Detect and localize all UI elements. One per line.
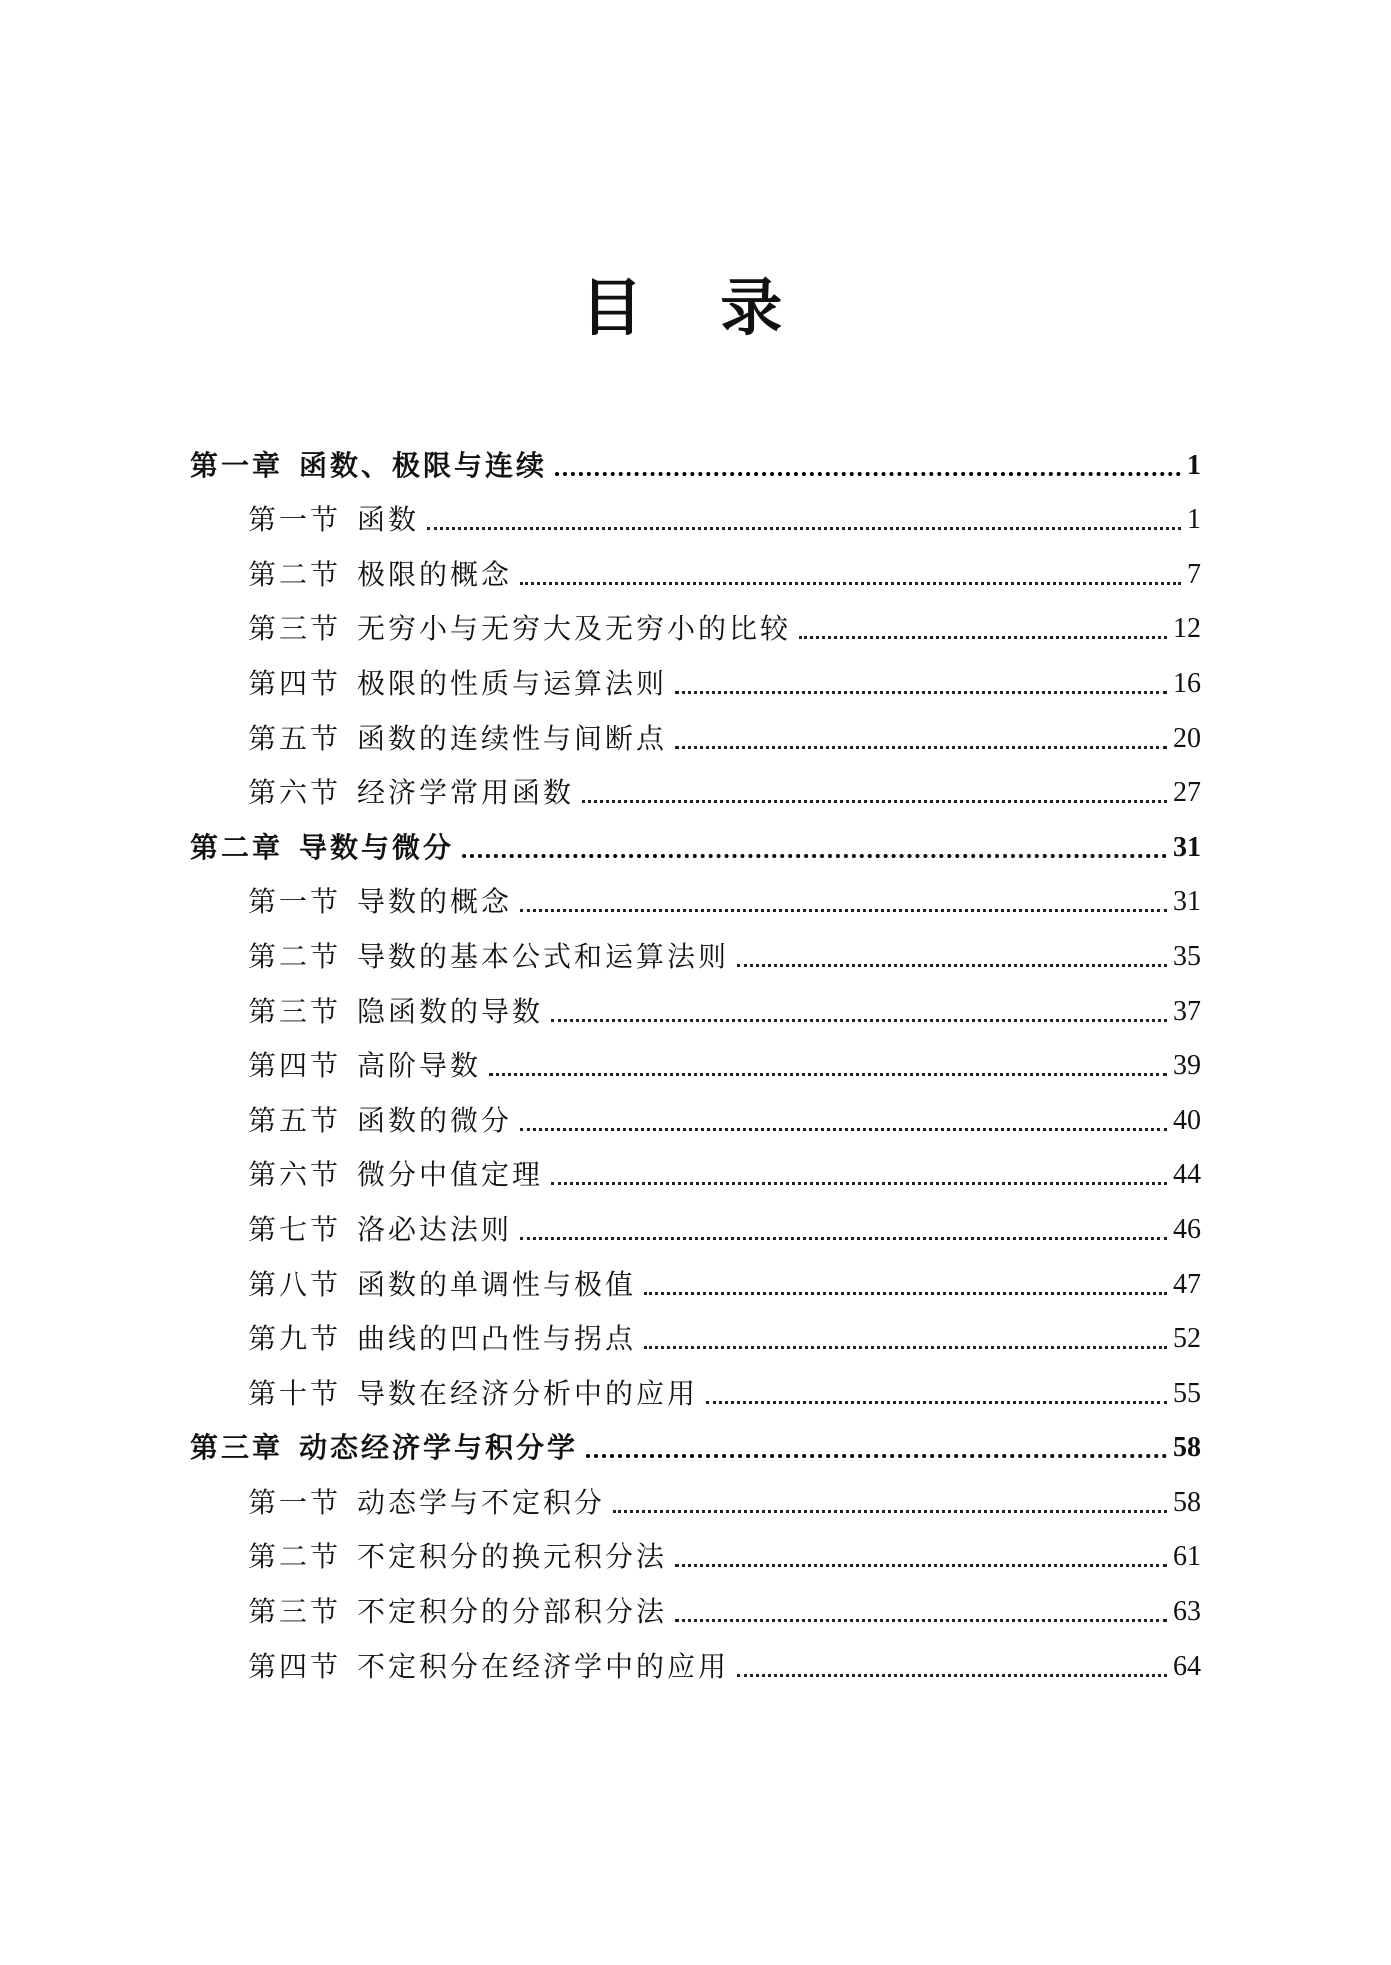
dot-leader xyxy=(799,636,1167,639)
toc-page-number: 46 xyxy=(1173,1213,1201,1245)
toc-entry-number: 第十节 xyxy=(248,1376,342,1410)
toc-entry-number: 第五节 xyxy=(248,721,342,755)
toc-section-entry[interactable] xyxy=(190,1252,1201,1307)
toc-entry-title: 函数的微分 xyxy=(357,1103,513,1137)
toc-entry-title: 导数在经济分析中的应用 xyxy=(357,1376,699,1410)
toc-section-entry[interactable] xyxy=(190,1579,1201,1634)
toc-section-entry[interactable] xyxy=(190,597,1201,652)
toc-entry-number: 第四节 xyxy=(248,1049,342,1083)
toc-section-entry[interactable] xyxy=(190,761,1201,816)
toc-entry-label xyxy=(248,882,512,922)
toc-entry-title: 曲线的凹凸性与拐点 xyxy=(357,1322,637,1356)
toc-entry-label xyxy=(248,773,574,813)
toc-entry-label xyxy=(248,937,729,977)
toc-entry-label xyxy=(248,1592,667,1632)
toc-section-entry[interactable] xyxy=(190,1361,1201,1416)
toc-entry-label xyxy=(248,1155,543,1195)
toc-page-number: 27 xyxy=(1173,777,1201,809)
toc-section-entry[interactable] xyxy=(190,542,1201,597)
toc-page-number: 20 xyxy=(1173,722,1201,754)
toc-section-entry[interactable] xyxy=(190,1525,1201,1580)
toc-page-number: 16 xyxy=(1173,667,1201,699)
toc-page-number: 12 xyxy=(1173,613,1201,645)
toc-entry-title: 动态学与不定积分 xyxy=(357,1485,606,1519)
dot-leader xyxy=(737,964,1167,967)
dot-leader xyxy=(462,854,1167,858)
toc-entry-label xyxy=(248,664,667,704)
toc-section-entry[interactable] xyxy=(190,1307,1201,1362)
toc-entry-title: 函数的单调性与极值 xyxy=(357,1267,637,1301)
dot-leader xyxy=(675,746,1167,749)
dot-leader xyxy=(675,691,1167,694)
toc-entry-title: 导数与微分 xyxy=(299,830,455,864)
dot-leader xyxy=(675,1564,1167,1567)
toc-page-number: 63 xyxy=(1173,1596,1201,1628)
toc-entry-label xyxy=(248,555,512,595)
toc-page-number: 7 xyxy=(1187,558,1201,590)
toc-section-entry[interactable] xyxy=(190,924,1201,979)
toc-page-number: 44 xyxy=(1173,1159,1201,1191)
toc-entry-label xyxy=(248,1210,512,1250)
toc-page-number: 1 xyxy=(1187,504,1201,536)
dot-leader xyxy=(551,1182,1167,1185)
toc-entry-title: 极限的性质与运算法则 xyxy=(357,666,668,700)
toc-section-entry[interactable] xyxy=(190,1034,1201,1089)
toc-entry-number: 第八节 xyxy=(248,1267,342,1301)
dot-leader xyxy=(427,527,1181,530)
toc-section-entry[interactable] xyxy=(190,1634,1201,1689)
toc-entry-title: 动态经济学与积分学 xyxy=(299,1431,579,1465)
toc-section-entry[interactable] xyxy=(190,1143,1201,1198)
toc-entry-label xyxy=(248,1537,667,1577)
toc-entry-label xyxy=(248,609,791,649)
dot-leader xyxy=(613,1510,1167,1513)
toc-entry-label xyxy=(248,1374,698,1414)
toc-page-number: 64 xyxy=(1173,1650,1201,1682)
toc-section-entry[interactable] xyxy=(190,870,1201,925)
dot-leader xyxy=(644,1346,1167,1349)
toc-entry-title: 不定积分的换元积分法 xyxy=(357,1540,668,1574)
toc-entry-title: 洛必达法则 xyxy=(357,1212,513,1246)
toc-entry-title: 微分中值定理 xyxy=(357,1158,544,1192)
toc-section-entry[interactable] xyxy=(190,979,1201,1034)
toc-entry-title: 隐函数的导数 xyxy=(357,994,544,1028)
toc-entry-title: 不定积分在经济学中的应用 xyxy=(357,1649,730,1683)
dot-leader xyxy=(675,1619,1167,1622)
toc-entry-label xyxy=(248,1647,729,1687)
toc-page-number: 58 xyxy=(1173,1432,1201,1464)
toc-page-number: 55 xyxy=(1173,1377,1201,1409)
toc-page-number: 31 xyxy=(1173,886,1201,918)
toc-entry-number: 第二章 xyxy=(190,830,284,864)
toc-entry-title: 函数的连续性与间断点 xyxy=(357,721,668,755)
toc-section-entry[interactable] xyxy=(190,1470,1201,1525)
toc-entry-number: 第四节 xyxy=(248,1649,342,1683)
toc-section-entry[interactable] xyxy=(190,706,1201,761)
toc-entry-number: 第三节 xyxy=(248,994,342,1028)
toc-page-number: 39 xyxy=(1173,1050,1201,1082)
toc-entry-number: 第二节 xyxy=(248,1540,342,1574)
toc-entry-title: 极限的概念 xyxy=(357,557,513,591)
toc-entry-label xyxy=(190,1428,578,1468)
toc-entry-number: 第二节 xyxy=(248,557,342,591)
table-of-contents xyxy=(190,433,1201,1689)
toc-entry-number: 第九节 xyxy=(248,1322,342,1356)
toc-entry-label xyxy=(248,992,543,1032)
toc-entry-number: 第二节 xyxy=(248,939,342,973)
toc-entry-number: 第四节 xyxy=(248,666,342,700)
dot-leader xyxy=(551,1019,1167,1022)
toc-entry-label xyxy=(190,828,454,868)
toc-section-entry[interactable] xyxy=(190,488,1201,543)
toc-entry-label xyxy=(248,1101,512,1141)
toc-entry-number: 第三章 xyxy=(190,1431,284,1465)
toc-entry-number: 第六节 xyxy=(248,776,342,810)
toc-entry-number: 第一节 xyxy=(248,503,342,537)
toc-entry-title: 高阶导数 xyxy=(357,1049,482,1083)
toc-entry-number: 第五节 xyxy=(248,1103,342,1137)
toc-page-number: 31 xyxy=(1173,831,1201,863)
toc-entry-title: 函数 xyxy=(357,503,420,537)
toc-entry-title: 经济学常用函数 xyxy=(357,776,575,810)
toc-page-number: 52 xyxy=(1173,1323,1201,1355)
toc-entry-label xyxy=(248,1483,605,1523)
toc-page-number: 47 xyxy=(1173,1268,1201,1300)
toc-entry-label xyxy=(248,1046,481,1086)
toc-entry-number: 第七节 xyxy=(248,1212,342,1246)
toc-entry-title: 函数、极限与连续 xyxy=(299,448,548,482)
dot-leader xyxy=(644,1292,1167,1295)
toc-chapter-entry[interactable] xyxy=(190,815,1201,870)
toc-entry-title: 不定积分的分部积分法 xyxy=(357,1595,668,1629)
page-title: 目 录 xyxy=(580,271,811,344)
toc-entry-title: 无穷小与无穷大及无穷小的比较 xyxy=(357,612,792,646)
dot-leader xyxy=(520,909,1167,912)
dot-leader xyxy=(489,1073,1167,1076)
toc-entry-label xyxy=(248,1265,636,1305)
toc-entry-label xyxy=(248,719,667,759)
toc-entry-title: 导数的基本公式和运算法则 xyxy=(357,939,730,973)
toc-page-number: 40 xyxy=(1173,1104,1201,1136)
toc-entry-number: 第三节 xyxy=(248,612,342,646)
toc-entry-number: 第一节 xyxy=(248,885,342,919)
dot-leader xyxy=(582,800,1167,803)
toc-page-number: 1 xyxy=(1187,449,1201,481)
toc-entry-number: 第六节 xyxy=(248,1158,342,1192)
toc-page-number: 58 xyxy=(1173,1486,1201,1518)
toc-page-number: 61 xyxy=(1173,1541,1201,1573)
dot-leader xyxy=(520,582,1181,585)
toc-page-number: 35 xyxy=(1173,940,1201,972)
toc-entry-label xyxy=(248,500,419,540)
toc-section-entry[interactable] xyxy=(190,1088,1201,1143)
toc-section-entry[interactable] xyxy=(190,651,1201,706)
toc-entry-title: 导数的概念 xyxy=(357,885,513,919)
toc-entry-number: 第三节 xyxy=(248,1595,342,1629)
dot-leader xyxy=(520,1237,1167,1240)
dot-leader xyxy=(520,1128,1167,1131)
toc-chapter-entry[interactable] xyxy=(190,1416,1201,1471)
dot-leader xyxy=(737,1674,1167,1677)
toc-entry-number: 第一章 xyxy=(190,448,284,482)
toc-page-number: 37 xyxy=(1173,995,1201,1027)
toc-entry-label xyxy=(248,1319,636,1359)
toc-entry-label xyxy=(190,446,547,486)
toc-entry-number: 第一节 xyxy=(248,1485,342,1519)
toc-section-entry[interactable] xyxy=(190,1197,1201,1252)
toc-chapter-entry[interactable] xyxy=(190,433,1201,488)
dot-leader xyxy=(555,472,1181,476)
dot-leader xyxy=(586,1454,1167,1458)
dot-leader xyxy=(706,1401,1167,1404)
